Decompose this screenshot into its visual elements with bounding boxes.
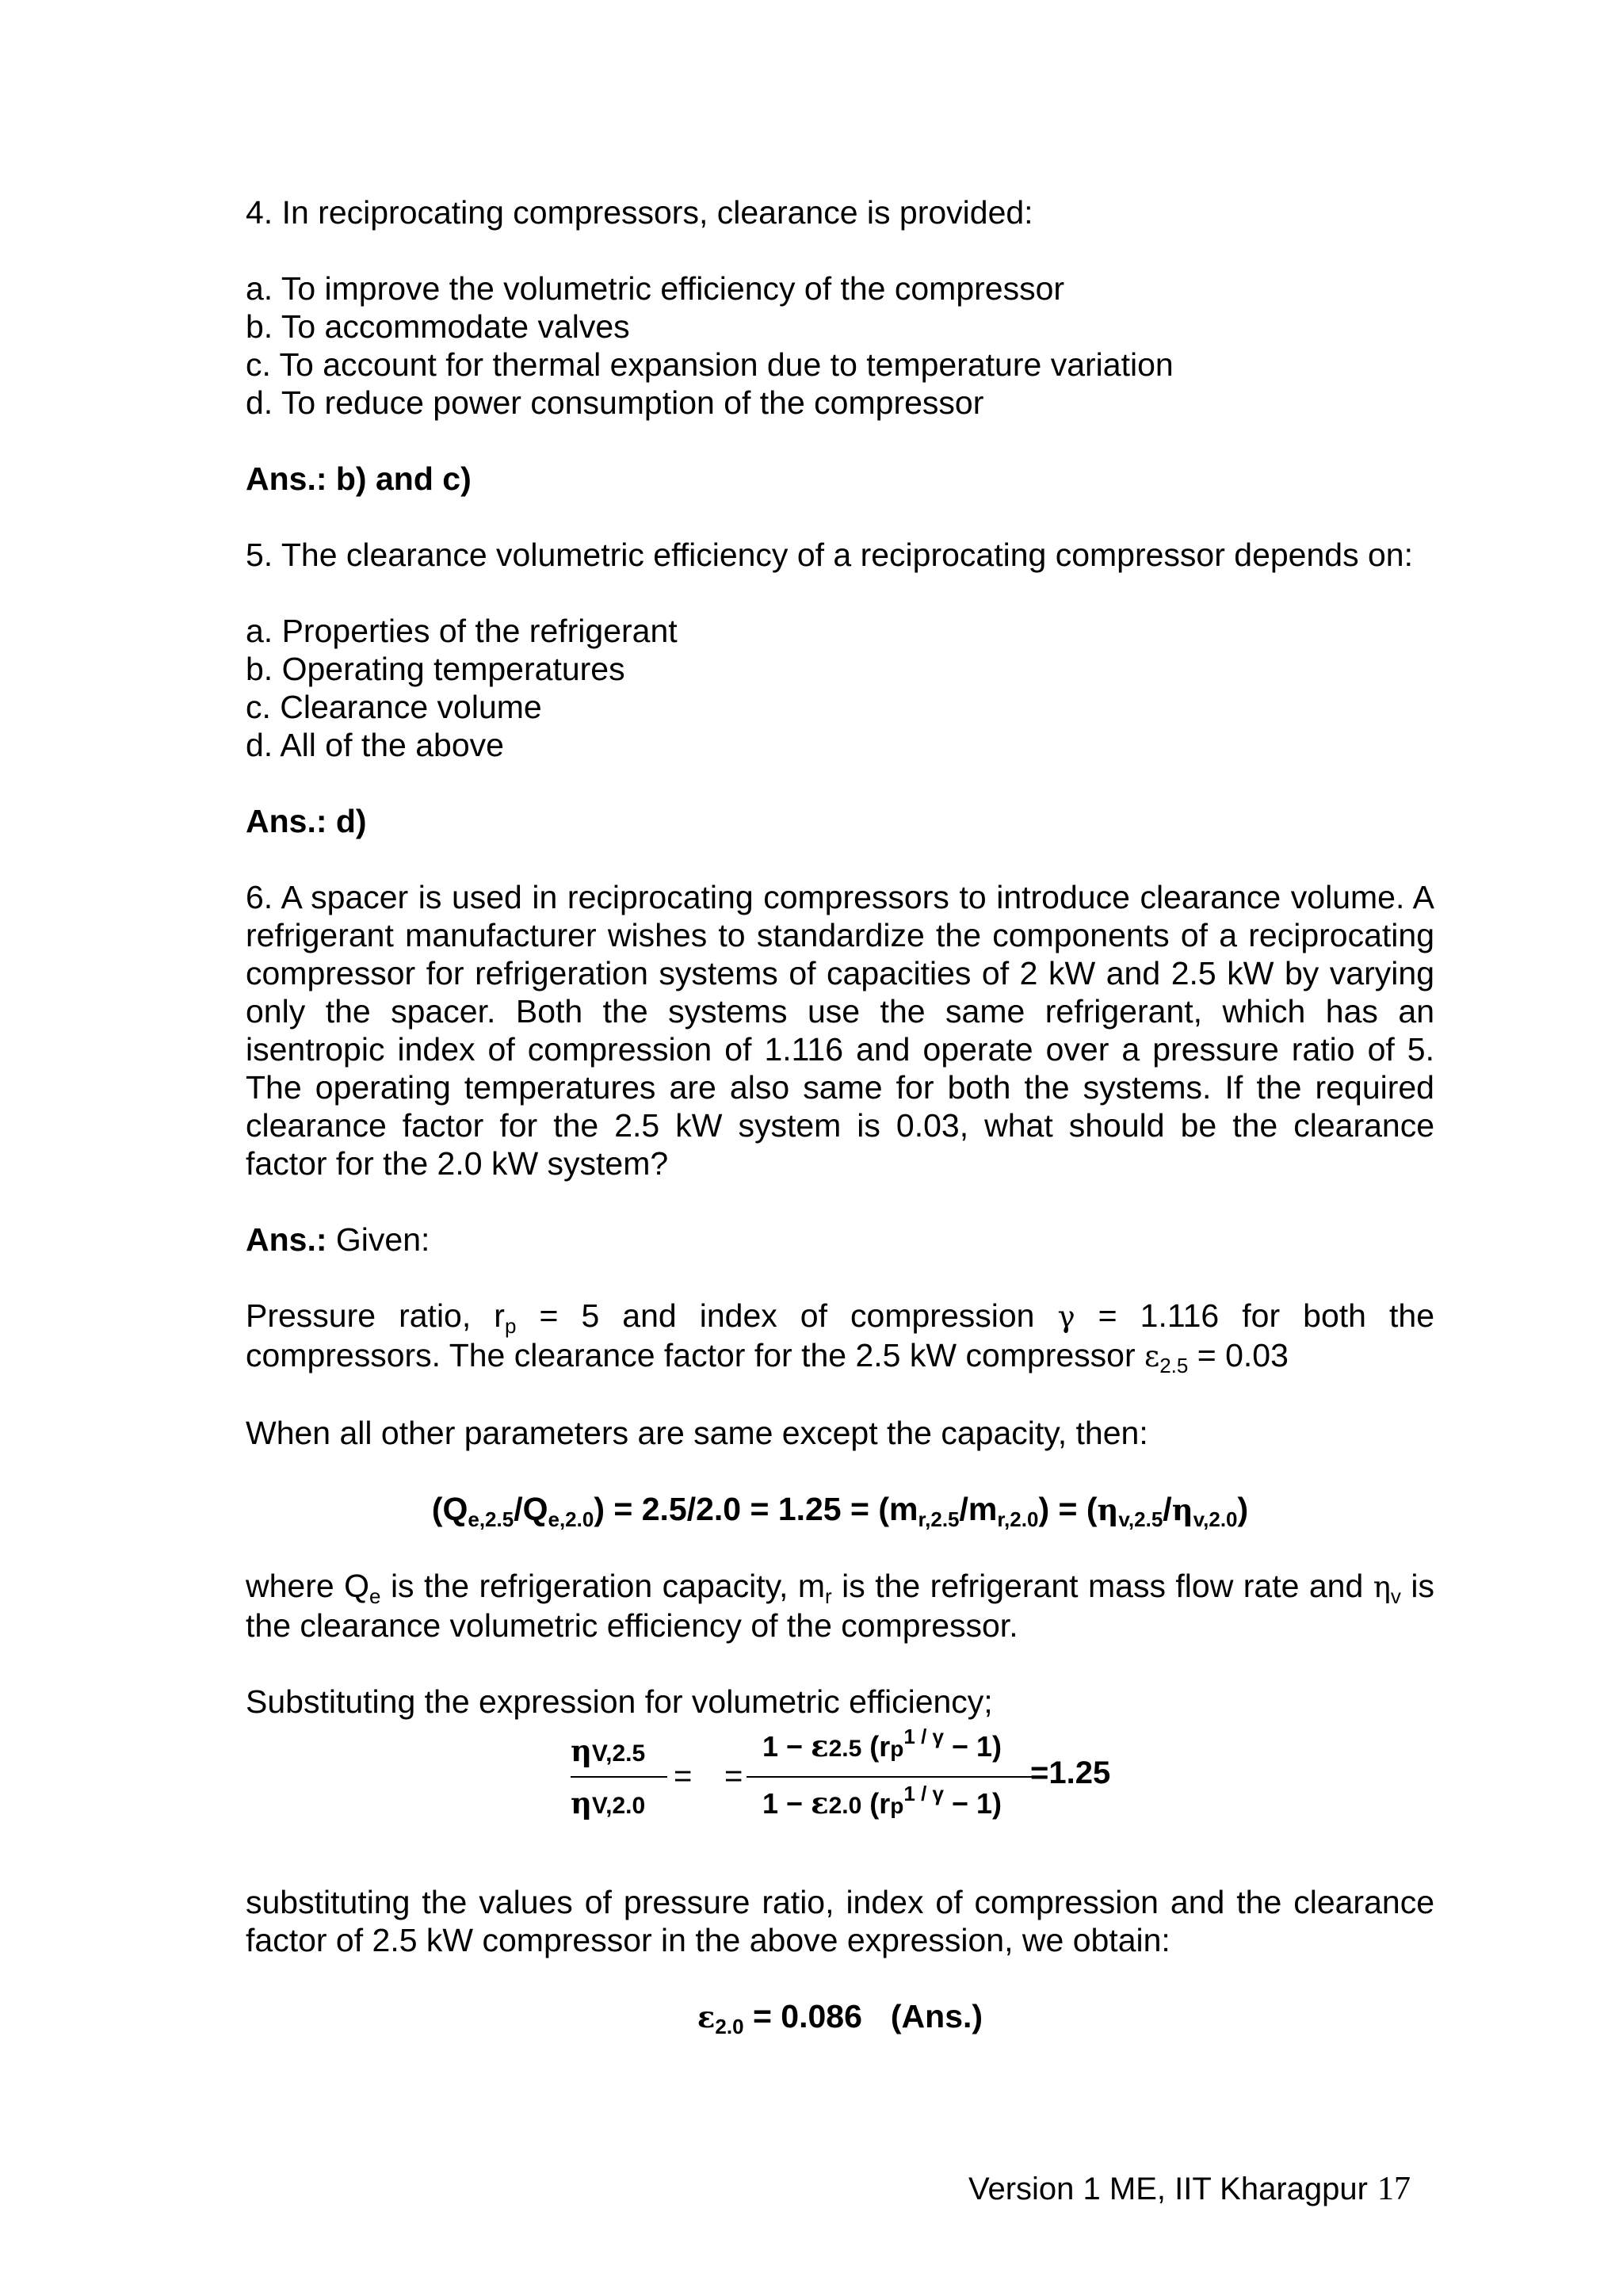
ratio-eq-sub: r,2.5 — [918, 1507, 960, 1531]
where-paragraph — [246, 1567, 1434, 1645]
ratio-eq-part: ) = ( — [1038, 1491, 1098, 1527]
where-text: is the refrigeration capacity, m — [380, 1568, 826, 1604]
substituting-values-paragraph: substituting the values of pressure ratio, index of compression and the clearance factor of 2.5 kW compressor in the above expression, we obtain: — [246, 1884, 1434, 1958]
ratio-eq-part: ) — [1237, 1491, 1249, 1527]
q5-option-b: b. Operating temperatures — [246, 651, 625, 687]
eta-symbol: η — [1097, 1492, 1119, 1527]
final-sub: 2.0 — [715, 2015, 744, 2038]
q6-answer-given: Given: — [327, 1221, 430, 1258]
given-text-c: = 1.116 for both the compressors. The clearance factor for the 2.5 kW compressor — [246, 1297, 1434, 1373]
equals-sign: = — [674, 1759, 693, 1794]
q4-option-c: c. To account for thermal expansion due to temperature variation — [246, 346, 1174, 383]
ratio-eq-sub: e,2.5 — [468, 1507, 514, 1531]
epsilon-symbol: ε — [811, 1786, 829, 1820]
where-text: where Q — [246, 1568, 370, 1604]
q4-option-d: d. To reduce power consumption of the compressor — [246, 384, 984, 421]
eq-rhs-denominator — [762, 1784, 1002, 1825]
q4-question: 4. In reciprocating compressors, clearance is provided: — [246, 194, 1033, 231]
given-text-b: = 5 and index of compression — [516, 1297, 1058, 1334]
q6-given-paragraph — [246, 1297, 1434, 1376]
rhs-part: − 1) — [943, 1787, 1002, 1820]
given-text-a: Pressure ratio, r — [246, 1297, 505, 1334]
document-page — [246, 193, 1434, 2036]
given-text-d: = 0.03 — [1188, 1337, 1289, 1373]
where-sub: v — [1390, 1584, 1401, 1608]
capacity-line: When all other parameters are same except the capacity, then: — [246, 1415, 1148, 1451]
page-footer — [968, 2170, 1411, 2208]
eq-result: =1.25 — [1030, 1755, 1111, 1790]
rp-subscript: p — [504, 1314, 517, 1338]
rhs-exponent: 1 / γ — [903, 1782, 944, 1805]
where-text: is the clearance volumetric efficiency of the compressor. — [246, 1568, 1434, 1644]
rhs-sub: 2.0 — [828, 1793, 862, 1819]
lhs-num-sub: V,2.5 — [591, 1740, 646, 1767]
rhs-sub: p — [890, 1736, 904, 1761]
q5-option-c: c. Clearance volume — [246, 689, 542, 725]
rhs-part: 1 − — [762, 1730, 812, 1763]
rhs-part: − 1) — [943, 1730, 1002, 1763]
rhs-part: (r — [861, 1787, 891, 1820]
ratio-eq-sub: v,2.0 — [1193, 1507, 1238, 1531]
rhs-sub: p — [890, 1794, 904, 1818]
where-text: is the refrigerant mass flow rate and — [831, 1568, 1373, 1604]
substituting-line: Substituting the expression for volumetric efficiency; — [246, 1683, 993, 1720]
final-value: = 0.086 — [743, 1998, 862, 2034]
epsilon-subscript: 2.5 — [1159, 1354, 1189, 1377]
volumetric-efficiency-equation — [246, 1727, 1434, 1846]
eta-symbol: η — [1373, 1570, 1391, 1604]
epsilon-symbol: ε — [1144, 1339, 1160, 1373]
rhs-exponent: 1 / γ — [903, 1725, 944, 1748]
rhs-part: (r — [861, 1730, 891, 1763]
ratio-eq-sub: e,2.0 — [548, 1507, 594, 1531]
equals-sign: = — [724, 1759, 743, 1794]
ratio-eq-sub: r,2.0 — [997, 1507, 1039, 1531]
rhs-sub: 2.5 — [828, 1736, 862, 1762]
fraction-bar — [571, 1776, 667, 1778]
q5-option-a: a. Properties of the refrigerant — [246, 613, 678, 649]
q5-question: 5. The clearance volumetric efficiency of a reciprocating compressor depends on: — [246, 537, 1413, 573]
ratio-eq-part: / — [1163, 1491, 1172, 1527]
ratio-eq-part: /Q — [514, 1491, 548, 1527]
where-sub: e — [369, 1584, 381, 1608]
epsilon-symbol: ε — [697, 2000, 716, 2034]
eta-symbol: η — [571, 1733, 592, 1768]
eq-lhs-numerator — [571, 1732, 645, 1773]
ratio-eq-part: ) = 2.5/2.0 = 1.25 = (m — [594, 1491, 918, 1527]
epsilon-symbol: ε — [811, 1729, 829, 1763]
q5-option-d: d. All of the above — [246, 727, 504, 763]
rhs-part: 1 − — [762, 1787, 812, 1820]
q6-answer-label: Ans.: — [246, 1221, 327, 1258]
eq-lhs-denominator — [571, 1784, 645, 1825]
footer-text: Version 1 ME, IIT Kharagpur — [968, 2172, 1368, 2206]
q4-option-a: a. To improve the volumetric efficiency of the compressor — [246, 270, 1065, 307]
final-ans-label: (Ans.) — [890, 1998, 983, 2034]
ratio-eq-part: (Q — [431, 1491, 468, 1527]
eta-symbol: η — [571, 1786, 592, 1820]
q4-option-b: b. To accommodate valves — [246, 308, 630, 345]
ratio-eq-part: /m — [959, 1491, 998, 1527]
final-answer — [246, 1997, 1434, 2036]
eq-rhs-numerator — [762, 1727, 1002, 1768]
fraction-bar — [747, 1776, 1035, 1778]
where-sub: r — [825, 1584, 832, 1608]
ratio-eq-sub: v,2.5 — [1118, 1507, 1163, 1531]
q6-answer-heading — [246, 1221, 1434, 1259]
q5-answer: Ans.: d) — [246, 803, 367, 839]
lhs-den-sub: V,2.0 — [591, 1793, 646, 1819]
page-number: 17 — [1377, 2171, 1411, 2207]
q4-answer: Ans.: b) and c) — [246, 460, 472, 497]
gamma-symbol: γ — [1057, 1300, 1075, 1334]
ratio-equation — [246, 1490, 1434, 1529]
eta-symbol: η — [1171, 1492, 1193, 1527]
q6-question: 6. A spacer is used in reciprocating compressors to introduce clearance volume. A refrigerant manufacturer wishes to standardize the components of a reciprocating compressor for refrigeration systems of capacities of 2 kW and 2.5 kW by varying only the spacer. Both the systems use the same refrigerant, which has an isentropic index of compression of 1.116 and operate over a pressure ratio of 5. The operating temperatures are also same for both the systems. If the required clearance factor for the 2.5 kW system is 0.03, what should be the clearance factor for the 2.0 kW system? — [246, 879, 1434, 1182]
